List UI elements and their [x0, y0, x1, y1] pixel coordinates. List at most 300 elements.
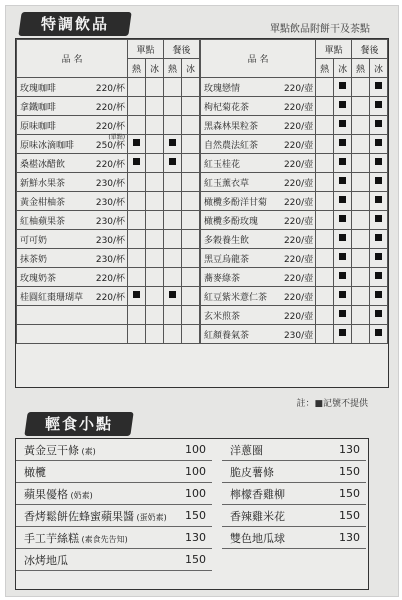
right-snacks-table — [222, 439, 366, 549]
meal-ice-cell — [181, 192, 199, 211]
empty-cell — [17, 306, 128, 325]
drink-name: 紅玉桂花 — [204, 159, 241, 170]
snack-price: 100 — [182, 439, 212, 461]
not-available-mark — [339, 215, 346, 222]
drink-price: 220/杯 — [95, 273, 126, 284]
empty-cell — [164, 306, 182, 325]
drink-price: 220/壺 — [283, 178, 314, 189]
drink-name: 原味咖啡 — [20, 121, 57, 132]
not-available-mark — [375, 234, 382, 241]
drink-row — [201, 287, 388, 306]
not-available-mark — [133, 158, 140, 165]
drink-name: 蕎麥綠茶 — [204, 273, 241, 284]
not-available-mark — [375, 329, 382, 336]
drink-name-cell — [17, 97, 128, 116]
single-ice-cell — [334, 306, 352, 325]
drink-price: 220/杯 — [95, 83, 126, 94]
snacks-banner — [24, 412, 133, 436]
header-ice: 冰 — [334, 59, 352, 78]
meal-ice-cell — [181, 211, 199, 230]
not-available-mark — [339, 291, 346, 298]
drink-row — [17, 249, 200, 268]
snack-price: 100 — [182, 461, 212, 483]
drink-row — [17, 97, 200, 116]
snack-name — [16, 439, 182, 461]
empty-cell — [128, 306, 146, 325]
single-hot-cell — [316, 325, 334, 344]
meal-ice-cell — [370, 116, 388, 135]
single-ice-cell — [146, 287, 164, 306]
drink-price: 220/杯 — [95, 121, 126, 132]
snack-price: 130 — [182, 527, 212, 549]
empty-cell — [128, 325, 146, 344]
drink-name: 拿鐵咖啡 — [20, 102, 57, 113]
header-meal: 餐後 — [164, 40, 200, 59]
meal-ice-cell — [181, 154, 199, 173]
not-available-mark — [133, 291, 140, 298]
snack-row — [16, 549, 212, 571]
single-hot-cell — [316, 268, 334, 287]
meal-hot-cell — [352, 268, 370, 287]
menu-page — [5, 5, 399, 597]
meal-ice-cell — [370, 78, 388, 97]
drink-name: 多穀養生飲 — [204, 235, 250, 246]
drink-name: 可可奶 — [20, 235, 48, 246]
drink-name: 桑椹冰醋飲 — [20, 159, 66, 170]
drink-name-cell — [201, 230, 316, 249]
meal-ice-cell — [370, 211, 388, 230]
drink-row — [201, 154, 388, 173]
drink-price: 220/壺 — [283, 121, 314, 132]
single-hot-cell — [128, 78, 146, 97]
single-hot-cell — [316, 249, 334, 268]
drinks-banner — [18, 12, 131, 36]
empty-cell — [146, 325, 164, 344]
snack-name-text: 黃金豆干條 — [24, 443, 79, 457]
price-wrap — [96, 195, 127, 208]
snack-name — [16, 549, 182, 571]
drink-row — [201, 325, 388, 344]
single-ice-cell — [146, 211, 164, 230]
price-wrap — [96, 233, 127, 246]
header-single: 單點 — [128, 40, 164, 59]
header-ice: 冰 — [370, 59, 388, 78]
snack-name-text: 脆皮薯條 — [230, 465, 274, 479]
single-ice-cell — [334, 249, 352, 268]
drink-price: 220/壺 — [283, 235, 314, 246]
drink-row — [201, 116, 388, 135]
single-ice-cell — [334, 135, 352, 154]
price-wrap — [284, 309, 315, 322]
drink-name-cell — [17, 211, 128, 230]
snack-name-text: 香烤鬆餅佐蜂蜜蘋果醬 — [24, 509, 134, 523]
header-name: 品 名 — [201, 40, 316, 78]
snack-tag: (蛋奶素) — [134, 512, 167, 522]
single-ice-cell — [334, 97, 352, 116]
drink-row — [17, 173, 200, 192]
meal-ice-cell — [370, 97, 388, 116]
drink-name: 枸杞菊花茶 — [204, 102, 250, 113]
snack-price: 150 — [323, 505, 366, 527]
single-ice-cell — [146, 173, 164, 192]
meal-ice-cell — [181, 268, 199, 287]
not-available-mark — [339, 272, 346, 279]
drink-name-cell — [201, 97, 316, 116]
meal-hot-cell — [164, 287, 182, 306]
price-wrap — [96, 119, 127, 132]
not-available-mark — [375, 253, 382, 260]
meal-hot-cell — [164, 97, 182, 116]
not-available-mark — [375, 158, 382, 165]
drink-price: 220/壺 — [283, 273, 314, 284]
snack-name-text: 冰烤地瓜 — [24, 553, 68, 567]
snack-row — [222, 527, 366, 549]
drink-row — [201, 211, 388, 230]
price-wrap — [284, 176, 315, 189]
drink-name-cell — [201, 78, 316, 97]
meal-hot-cell — [352, 306, 370, 325]
drink-price: 220/杯 — [95, 102, 126, 113]
meal-hot-cell — [352, 135, 370, 154]
not-available-mark — [169, 139, 176, 146]
not-available-mark — [133, 139, 140, 146]
drinks-title: 特調飲品 — [40, 15, 109, 33]
drink-name: 黃金柑柚茶 — [20, 197, 66, 208]
meal-hot-cell — [352, 249, 370, 268]
single-hot-cell — [128, 173, 146, 192]
not-available-mark — [339, 310, 346, 317]
meal-ice-cell — [370, 135, 388, 154]
not-available-mark — [339, 158, 346, 165]
drink-name: 橄欖多酚玫瑰 — [204, 216, 259, 227]
snack-row — [16, 505, 212, 527]
drink-row — [201, 230, 388, 249]
header-hot: 熱 — [352, 59, 370, 78]
drink-price: 230/杯 — [95, 216, 126, 227]
snack-name-text: 香辣雞米花 — [230, 509, 285, 523]
meal-hot-cell — [352, 97, 370, 116]
drink-row — [201, 306, 388, 325]
not-available-mark — [339, 234, 346, 241]
meal-ice-cell — [370, 287, 388, 306]
meal-hot-cell — [164, 249, 182, 268]
price-wrap — [96, 214, 127, 227]
drink-row — [17, 230, 200, 249]
not-available-mark — [375, 82, 382, 89]
not-available-mark — [375, 177, 382, 184]
single-hot-cell — [316, 154, 334, 173]
single-hot-cell — [316, 192, 334, 211]
drink-price: 220/壺 — [283, 311, 314, 322]
snack-name — [222, 527, 323, 549]
drink-name: 玄米煎茶 — [204, 311, 241, 322]
footnote: 註：■記號不提供 — [296, 399, 368, 409]
meal-hot-cell — [352, 211, 370, 230]
header-hot: 熱 — [128, 59, 146, 78]
single-ice-cell — [334, 154, 352, 173]
drink-name: 橄欖多酚洋甘菊 — [204, 197, 268, 208]
price-wrap — [96, 81, 127, 94]
drink-price: 220/壺 — [283, 159, 314, 170]
drink-name-cell — [17, 154, 128, 173]
price-wrap — [96, 157, 127, 170]
drink-name-cell — [201, 135, 316, 154]
single-hot-cell — [316, 211, 334, 230]
not-available-mark — [375, 196, 382, 203]
single-ice-cell — [146, 116, 164, 135]
snack-price: 150 — [323, 483, 366, 505]
left-drinks-table — [16, 39, 200, 344]
meal-ice-cell — [370, 154, 388, 173]
header-hot: 熱 — [164, 59, 182, 78]
single-hot-cell — [128, 154, 146, 173]
single-hot-cell — [128, 97, 146, 116]
snacks-title: 輕食小點 — [44, 415, 113, 433]
price-wrap — [284, 81, 315, 94]
single-ice-cell — [334, 116, 352, 135]
drink-name: 紅顏養氣茶 — [204, 330, 250, 341]
snack-row — [222, 505, 366, 527]
not-available-mark — [339, 329, 346, 336]
drink-name-cell — [201, 192, 316, 211]
drink-name: 黑森林果粒茶 — [204, 121, 259, 132]
single-hot-cell — [316, 78, 334, 97]
price-wrap — [284, 328, 315, 341]
drink-name-cell — [17, 287, 128, 306]
snack-price: 100 — [182, 483, 212, 505]
single-ice-cell — [146, 97, 164, 116]
single-hot-cell — [316, 173, 334, 192]
single-ice-cell — [334, 230, 352, 249]
meal-ice-cell — [370, 268, 388, 287]
price-note: (單點) — [108, 133, 126, 141]
drink-row — [17, 135, 200, 154]
drink-price: 220/杯 — [95, 292, 126, 303]
meal-hot-cell — [352, 325, 370, 344]
snack-name — [16, 461, 182, 483]
meal-ice-cell — [181, 135, 199, 154]
drink-row — [201, 135, 388, 154]
snack-row — [222, 461, 366, 483]
single-ice-cell — [334, 211, 352, 230]
meal-ice-cell — [370, 192, 388, 211]
drink-price: 220/壺 — [283, 216, 314, 227]
meal-hot-cell — [352, 78, 370, 97]
drink-name-cell — [201, 249, 316, 268]
empty-cell — [164, 325, 182, 344]
meal-ice-cell — [370, 173, 388, 192]
meal-hot-cell — [164, 230, 182, 249]
drink-name: 玫瑰咖啡 — [20, 83, 57, 94]
single-hot-cell — [128, 135, 146, 154]
snack-row — [16, 527, 212, 549]
price-wrap — [96, 252, 127, 265]
drinks-table-frame — [15, 38, 389, 388]
not-available-mark — [375, 139, 382, 146]
meal-ice-cell — [370, 325, 388, 344]
empty-cell — [181, 325, 199, 344]
drink-price: 230/壺 — [283, 330, 314, 341]
single-ice-cell — [334, 173, 352, 192]
single-hot-cell — [316, 230, 334, 249]
snack-name — [222, 483, 323, 505]
single-ice-cell — [146, 135, 164, 154]
price-wrap — [96, 290, 127, 303]
snack-price: 130 — [323, 527, 366, 549]
drink-price: 220/壺 — [283, 292, 314, 303]
snacks-table-frame — [15, 438, 369, 590]
single-ice-cell — [146, 249, 164, 268]
snack-name — [16, 527, 182, 549]
drink-row — [17, 154, 200, 173]
snack-price: 150 — [182, 505, 212, 527]
single-hot-cell — [128, 268, 146, 287]
drink-name-cell — [17, 78, 128, 97]
drink-name-cell — [201, 116, 316, 135]
not-available-mark — [375, 291, 382, 298]
empty-cell — [17, 325, 128, 344]
snack-name-text: 檸檬香雞柳 — [230, 487, 285, 501]
not-available-mark — [339, 82, 346, 89]
meal-hot-cell — [164, 135, 182, 154]
not-available-mark — [169, 158, 176, 165]
drink-name-cell — [201, 287, 316, 306]
drink-price: 220/壺 — [283, 83, 314, 94]
drink-name: 黑豆烏龍茶 — [204, 254, 250, 265]
single-ice-cell — [334, 287, 352, 306]
empty-cell — [181, 306, 199, 325]
single-ice-cell — [146, 230, 164, 249]
price-wrap — [284, 252, 315, 265]
right-drinks-table — [200, 39, 388, 344]
empty-row — [17, 306, 200, 325]
not-available-mark — [339, 101, 346, 108]
drinks-note: 單點飲品附餅干及茶點 — [270, 24, 370, 35]
single-ice-cell — [334, 192, 352, 211]
drink-price: 230/杯 — [95, 254, 126, 265]
snack-name-text: 蘋果優格 — [24, 487, 68, 501]
header-ice: 冰 — [146, 59, 164, 78]
meal-hot-cell — [352, 154, 370, 173]
single-ice-cell — [146, 154, 164, 173]
not-available-mark — [339, 196, 346, 203]
snack-name-text: 手工芋絲糕 — [24, 531, 79, 545]
meal-hot-cell — [352, 192, 370, 211]
drink-row — [17, 287, 200, 306]
not-available-mark — [375, 120, 382, 127]
header-hot: 熱 — [316, 59, 334, 78]
drink-row — [201, 78, 388, 97]
snack-price: 150 — [182, 549, 212, 571]
drink-row — [201, 249, 388, 268]
drink-name-cell — [17, 249, 128, 268]
snack-name-text: 橄欖 — [24, 465, 46, 479]
snack-name — [222, 461, 323, 483]
price-wrap — [284, 138, 315, 151]
drink-name-cell — [201, 306, 316, 325]
meal-hot-cell — [164, 154, 182, 173]
meal-ice-cell — [181, 97, 199, 116]
not-available-mark — [169, 291, 176, 298]
snack-price: 150 — [323, 461, 366, 483]
snack-row — [222, 483, 366, 505]
meal-ice-cell — [370, 306, 388, 325]
drink-price: 220/壺 — [283, 140, 314, 151]
drink-price: 230/杯 — [95, 197, 126, 208]
meal-ice-cell — [181, 287, 199, 306]
snack-name — [16, 505, 182, 527]
drink-price: 230/杯 — [95, 178, 126, 189]
drink-price: 220/壺 — [283, 254, 314, 265]
drink-price: 220/壺 — [283, 197, 314, 208]
drink-name-cell — [17, 268, 128, 287]
left-snacks-table — [16, 439, 212, 571]
drink-row — [17, 268, 200, 287]
single-ice-cell — [146, 78, 164, 97]
single-hot-cell — [316, 306, 334, 325]
not-available-mark — [339, 177, 346, 184]
drink-row — [201, 192, 388, 211]
drink-row — [17, 211, 200, 230]
drink-name-cell — [201, 154, 316, 173]
meal-ice-cell — [370, 230, 388, 249]
not-available-mark — [375, 215, 382, 222]
meal-ice-cell — [370, 249, 388, 268]
drink-name: 原味冰滴咖啡 — [20, 140, 75, 151]
drink-name-cell — [17, 230, 128, 249]
empty-cell — [146, 306, 164, 325]
single-ice-cell — [146, 192, 164, 211]
meal-hot-cell — [352, 116, 370, 135]
drink-row — [17, 78, 200, 97]
meal-hot-cell — [352, 287, 370, 306]
not-available-mark — [339, 253, 346, 260]
drink-name-cell — [201, 173, 316, 192]
header-single: 單點 — [316, 40, 352, 59]
price-wrap — [96, 271, 127, 284]
price-wrap — [284, 195, 315, 208]
not-available-mark — [375, 101, 382, 108]
meal-ice-cell — [181, 249, 199, 268]
price-wrap — [96, 176, 127, 189]
price-wrap — [284, 100, 315, 113]
single-ice-cell — [334, 268, 352, 287]
drink-name-cell — [201, 268, 316, 287]
single-hot-cell — [128, 116, 146, 135]
snack-tag: (奶素) — [68, 490, 93, 500]
snack-name — [16, 483, 182, 505]
snack-row — [16, 439, 212, 461]
header-name: 品 名 — [17, 40, 128, 78]
drink-name: 抹茶奶 — [20, 254, 48, 265]
snack-row — [222, 439, 366, 461]
price-wrap — [284, 214, 315, 227]
single-ice-cell — [146, 268, 164, 287]
not-available-mark — [339, 139, 346, 146]
single-hot-cell — [128, 192, 146, 211]
drink-row — [17, 192, 200, 211]
price-wrap — [284, 157, 315, 170]
meal-hot-cell — [164, 173, 182, 192]
meal-ice-cell — [181, 173, 199, 192]
header-meal: 餐後 — [352, 40, 388, 59]
single-hot-cell — [316, 135, 334, 154]
drink-row — [201, 97, 388, 116]
single-ice-cell — [334, 325, 352, 344]
meal-hot-cell — [164, 211, 182, 230]
drink-name-cell — [201, 211, 316, 230]
meal-hot-cell — [352, 173, 370, 192]
